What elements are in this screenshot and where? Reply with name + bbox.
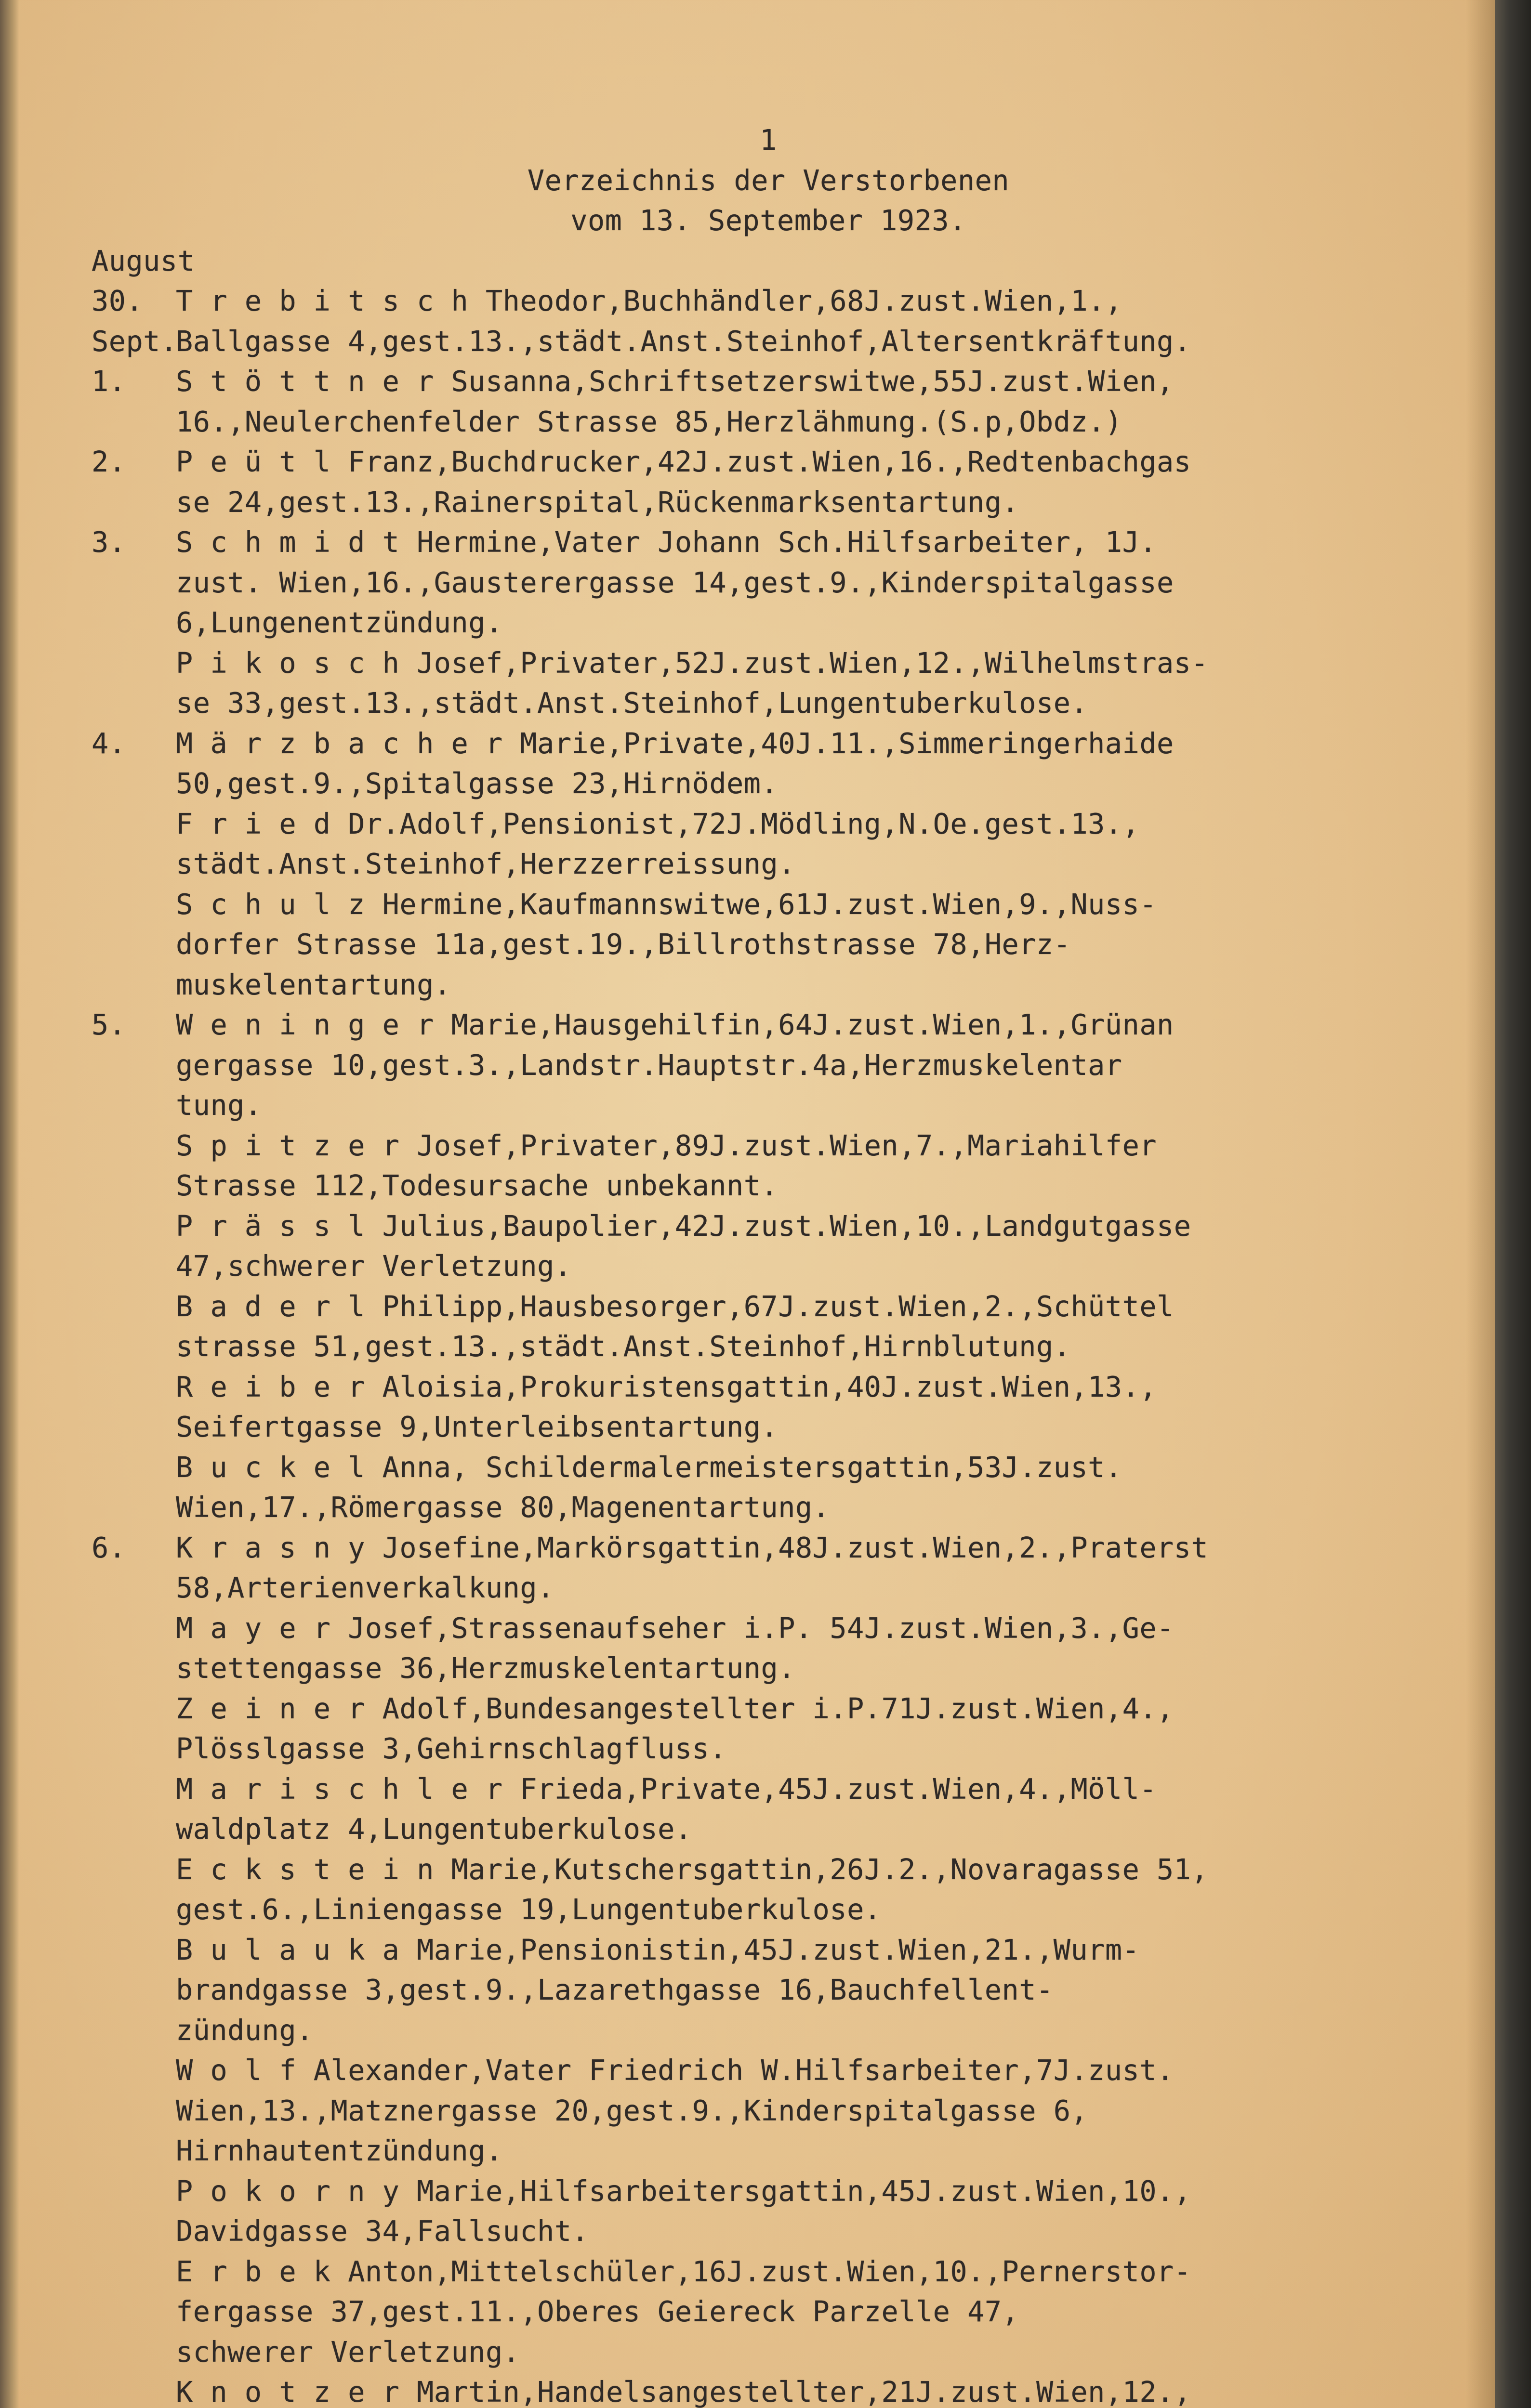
register-line [92, 1287, 1440, 1327]
register-line [92, 1729, 1440, 1769]
register-line [92, 1046, 1440, 1086]
register-line [92, 925, 1440, 965]
register-line [92, 2011, 1440, 2051]
register-line [92, 1246, 1440, 1287]
entry-text: P e ü t l Franz,Buchdrucker,42J.zust.Wien,16.,Redtenbachgas [176, 445, 1191, 478]
document-page [92, 120, 1440, 2408]
entry-text: B u l a u k a Marie,Pensionistin,45J.zust.Wien,21.,Wurm- [176, 1933, 1140, 1966]
register-line [92, 563, 1440, 603]
entry-text: zündung. [176, 2014, 314, 2047]
entry-text: S t ö t t n e r Susanna,Schriftsetzerswitwe,55J.zust.Wien, [176, 365, 1174, 398]
entry-text: Hirnhautentzündung. [176, 2134, 503, 2167]
register-line [92, 2172, 1440, 2212]
register-line [92, 2332, 1440, 2373]
document-header [92, 120, 1440, 241]
register-line [92, 1850, 1440, 1890]
register-line [92, 1367, 1440, 1408]
entry-text: strasse 51,gest.13.,städt.Anst.Steinhof,Hirnblutung. [176, 1330, 1071, 1363]
entry-text: 50,gest.9.,Spitalgasse 23,Hirnödem. [176, 767, 779, 800]
register-line [92, 2292, 1440, 2332]
register-line [92, 2252, 1440, 2292]
register-line [92, 1930, 1440, 1971]
entry-text: Wien,17.,Römergasse 80,Magenentartung. [176, 1491, 830, 1524]
date-marker: Sept. [92, 325, 178, 358]
entry-text: M ä r z b a c h e r Marie,Private,40J.11.,Simmeringerhaide [176, 727, 1174, 760]
entry-text: P r ä s s l Julius,Baupolier,42J.zust.Wien,10.,Landgutgasse [176, 1209, 1191, 1243]
entry-text: R e i b e r Aloisia,Prokuristensgattin,40J.zust.Wien,13., [176, 1370, 1157, 1403]
entry-text: Strasse 112,Todesursache unbekannt. [176, 1169, 779, 1202]
entry-text: 6,Lungenentzündung. [176, 606, 503, 639]
register-line [92, 1689, 1440, 1729]
document-subtitle: vom 13. September 1923. [570, 204, 966, 237]
entry-text: S p i t z e r Josef,Privater,89J.zust.Wien,7.,Mariahilfer [176, 1129, 1157, 1162]
date-marker: 1. [92, 365, 126, 398]
date-marker: 4. [92, 727, 126, 760]
register-line [92, 2212, 1440, 2252]
date-marker: 2. [92, 445, 126, 478]
entry-text: fergasse 37,gest.11.,Oberes Geiereck Parzelle 47, [176, 2295, 1019, 2328]
entry-text: stettengasse 36,Herzmuskelentartung. [176, 1652, 795, 1685]
register-line [92, 523, 1440, 563]
entry-text: S c h m i d t Hermine,Vater Johann Sch.Hilfsarbeiter, 1J. [176, 526, 1157, 559]
entry-text: tung. [176, 1089, 262, 1122]
entry-text: F r i e d Dr.Adolf,Pensionist,72J.Mödling,N.Oe.gest.13., [176, 807, 1140, 840]
register-line [92, 362, 1440, 402]
register-line [92, 1528, 1440, 1569]
register-line [92, 1970, 1440, 2011]
register-line [92, 2091, 1440, 2132]
register-line [92, 2131, 1440, 2172]
page-number: 1 [760, 124, 777, 157]
entry-text: P i k o s c h Josef,Privater,52J.zust.Wien,12.,Wilhelmstras- [176, 646, 1209, 680]
page-left-edge [0, 0, 19, 2408]
entry-text: M a r i s c h l e r Frieda,Private,45J.zust.Wien,4.,Möll- [176, 1772, 1157, 1806]
register-line [92, 1568, 1440, 1609]
register-line [92, 1086, 1440, 1126]
entry-text: dorfer Strasse 11a,gest.19.,Billrothstrasse 78,Herz- [176, 928, 1071, 961]
register-line [92, 442, 1440, 483]
register-line [92, 1005, 1440, 1046]
register-line [92, 1488, 1440, 1528]
register-line [92, 322, 1440, 362]
register-line [92, 965, 1440, 1006]
entry-text: brandgasse 3,gest.9.,Lazarethgasse 16,Bauchfellent- [176, 1974, 1054, 2006]
register-line [92, 281, 1440, 322]
register-line [92, 1890, 1440, 1930]
document-title: Verzeichnis der Verstorbenen [527, 164, 1010, 197]
entry-text: Ballgasse 4,gest.13.,städt.Anst.Steinhof,Altersentkräftung. [176, 325, 1191, 358]
entry-text: E c k s t e i n Marie,Kutschersgattin,26J.2.,Novaragasse 51, [176, 1853, 1209, 1886]
register-line [92, 804, 1440, 845]
entry-text: gest.6.,Liniengasse 19,Lungentuberkulose. [176, 1893, 882, 1926]
register-line [92, 402, 1440, 443]
date-marker: 5. [92, 1008, 126, 1041]
register-line [92, 1769, 1440, 1810]
register-line [92, 603, 1440, 643]
register-line [92, 1327, 1440, 1367]
entry-text: M a y e r Josef,Strassenaufseher i.P. 54J.zust.Wien,3.,Ge- [176, 1611, 1174, 1645]
register-line [92, 885, 1440, 925]
register-line [92, 844, 1440, 885]
register-line [92, 1809, 1440, 1850]
entry-text: B a d e r l Philipp,Hausbesorger,67J.zust.Wien,2.,Schüttel [176, 1290, 1174, 1323]
page-gutter-shadow [1466, 0, 1495, 2408]
register-line [92, 2051, 1440, 2091]
date-marker: 6. [92, 1531, 126, 1564]
entry-text: Plösslgasse 3,Gehirnschlagfluss. [176, 1732, 727, 1765]
register-line [92, 724, 1440, 764]
entry-text: Seifertgasse 9,Unterleibsentartung. [176, 1411, 779, 1443]
register-line [92, 1407, 1440, 1448]
entry-text: W e n i n g e r Marie,Hausgehilfin,64J.zust.Wien,1.,Grünan [176, 1008, 1174, 1041]
register-line [92, 1448, 1440, 1488]
entry-text: 58,Arterienverkalkung. [176, 1571, 554, 1604]
register-line [92, 1206, 1440, 1247]
entry-text: 47,schwerer Verletzung. [176, 1250, 572, 1283]
register-line [92, 1649, 1440, 1689]
entry-text: waldplatz 4,Lungentuberkulose. [176, 1813, 692, 1845]
register-line [92, 764, 1440, 804]
entry-text: B u c k e l Anna, Schildermalermeistersgattin,53J.zust. [176, 1451, 1122, 1484]
entry-text: muskelentartung. [176, 968, 451, 1001]
register-line [92, 683, 1440, 724]
entry-text: Z e i n e r Adolf,Bundesangestellter i.P.71J.zust.Wien,4., [176, 1692, 1174, 1725]
entry-text: 16.,Neulerchenfelder Strasse 85,Herzlähmung.(S.p,Obdz.) [176, 405, 1122, 438]
date-marker: August [92, 244, 195, 277]
register-line [92, 1166, 1440, 1206]
entry-text: P o k o r n y Marie,Hilfsarbeitersgattin,45J.zust.Wien,10., [176, 2174, 1191, 2208]
date-marker: 3. [92, 526, 126, 559]
entry-text: E r b e k Anton,Mittelschüler,16J.zust.Wien,10.,Pernerstor- [176, 2255, 1191, 2288]
entry-text: T r e b i t s c h Theodor,Buchhändler,68J.zust.Wien,1., [176, 285, 1122, 317]
entry-text: se 33,gest.13.,städt.Anst.Steinhof,Lungentuberkulose. [176, 687, 1088, 720]
entry-text: Davidgasse 34,Fallsucht. [176, 2215, 589, 2248]
book-binding [1495, 0, 1531, 2408]
register-line [92, 1609, 1440, 1649]
entry-text: W o l f Alexander,Vater Friedrich W.Hilfsarbeiter,7J.zust. [176, 2054, 1174, 2087]
register-line [92, 2372, 1440, 2408]
entry-text: K r a s n y Josefine,Markörsgattin,48J.zust.Wien,2.,Praterst [176, 1531, 1209, 1564]
register-line [92, 483, 1440, 523]
entry-text: gergasse 10,gest.3.,Landstr.Hauptstr.4a,Herzmuskelentar [176, 1048, 1122, 1082]
death-register-entries [92, 241, 1440, 2408]
entry-text: se 24,gest.13.,Rainerspital,Rückenmarksentartung. [176, 485, 1019, 519]
entry-text: K n o t z e r Martin,Handelsangestellter,21J.zust.Wien,12., [176, 2376, 1191, 2408]
entry-text: S c h u l z Hermine,Kaufmannswitwe,61J.zust.Wien,9.,Nuss- [176, 888, 1157, 921]
entry-text: städt.Anst.Steinhof,Herzzerreissung. [176, 848, 795, 880]
register-line [92, 643, 1440, 684]
register-line [92, 241, 1440, 282]
entry-text: zust. Wien,16.,Gausterergasse 14,gest.9.,Kinderspitalgasse [176, 566, 1174, 599]
register-line [92, 1126, 1440, 1166]
date-marker: 30. [92, 285, 144, 317]
entry-text: schwerer Verletzung. [176, 2335, 520, 2369]
entry-text: Wien,13.,Matznergasse 20,gest.9.,Kinderspitalgasse 6, [176, 2094, 1088, 2127]
